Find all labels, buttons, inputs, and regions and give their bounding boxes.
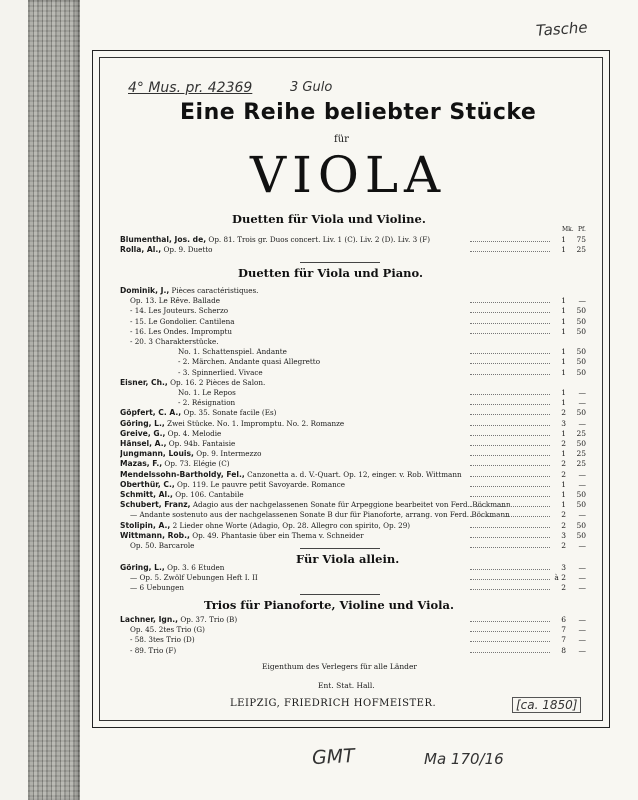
price-pfennig: — — [578, 583, 586, 593]
price-marks: 1 — [552, 356, 566, 367]
price-marks: 1 — [552, 448, 566, 459]
composer-name: Göring, L., — [120, 563, 165, 572]
price-marks: 2 — [552, 520, 566, 531]
dot-leader — [470, 363, 550, 364]
dot-leader — [470, 476, 550, 477]
dot-leader — [470, 506, 550, 507]
price-marks: 1 — [552, 387, 566, 398]
work-title: - 89. Trio (F) — [130, 645, 177, 655]
dot-leader — [470, 621, 550, 622]
dot-leader — [470, 333, 550, 334]
price-marks: 1 — [552, 234, 566, 245]
price-pfennig: — — [578, 635, 586, 645]
price-pfennig: 50 — [576, 347, 586, 357]
dot-leader — [470, 425, 550, 426]
composer-name: Greive, G., — [120, 428, 166, 438]
registration-notice: Ent. Stat. Hall. — [318, 681, 375, 690]
composer-name: Schmitt, Al., — [120, 490, 173, 499]
price-pfennig: 50 — [576, 357, 586, 367]
price-marks: 7 — [552, 624, 566, 635]
price-pfennig: — — [578, 510, 586, 520]
date-stamp-annotation: Ma 170/16 — [424, 750, 504, 768]
count-annotation: 3 Gulo — [290, 80, 333, 95]
dot-leader — [470, 435, 550, 436]
dot-leader — [470, 641, 550, 642]
price-pfennig: 50 — [576, 326, 586, 336]
price-pfennig: 75 — [576, 235, 586, 244]
price-pfennig: 50 — [576, 316, 586, 326]
work-title: Canzonetta a. d. V.-Quart. Op. 12, einger. v. Rob. Wittmann — [247, 469, 462, 479]
work-title: — Andante sostenuto aus der nachgelassenen Sonate B dur für Pianoforte, arrang. von Ferd. Böckmann — [130, 510, 510, 520]
section-heading: Trios für Pianoforte, Violine und Viola. — [204, 598, 455, 612]
dot-leader — [470, 547, 550, 548]
section-divider — [300, 262, 380, 263]
price-marks: 1 — [552, 428, 566, 439]
composer-name: Wittmann, Rob., — [120, 530, 190, 540]
work-title: Op. 50. Barcarole — [130, 541, 195, 550]
dot-leader — [470, 631, 550, 632]
price-pfennig: — — [578, 541, 586, 550]
price-header-pf: Pf. — [578, 226, 586, 233]
section-divider — [300, 594, 380, 595]
price-marks: 2 — [552, 458, 566, 469]
stamp-annotation: GMT — [311, 744, 356, 770]
shelfmark-annotation: 4° Mus. pr. 42369 — [128, 80, 253, 96]
title-line-2: für — [334, 134, 349, 145]
work-title: Pièces caractéristiques. — [171, 286, 259, 295]
price-marks: 3 — [552, 530, 566, 541]
dot-leader — [470, 465, 550, 466]
price-pfennig: — — [578, 398, 586, 408]
title-line-1: Eine Reihe beliebter Stücke — [180, 100, 537, 125]
dot-leader — [470, 374, 550, 375]
work-title: — Op. 5. Zwölf Uebungen Heft I. II — [130, 573, 258, 583]
price-pfennig: — — [578, 388, 586, 397]
dot-leader — [470, 652, 550, 653]
price-pfennig: 50 — [576, 500, 586, 510]
price-marks: 8 — [552, 645, 566, 656]
work-title: - 58. 3tes Trio (D) — [130, 635, 195, 645]
dot-leader — [470, 404, 550, 405]
work-title: Op. 9. Duetto — [163, 245, 213, 255]
composer-name: Göpfert, C. A., — [120, 408, 182, 418]
date-annotation: [ca. 1850] — [512, 697, 581, 713]
work-title: - 15. Le Gondolier. Cantilena — [130, 316, 235, 326]
dot-leader — [470, 496, 550, 497]
dot-leader — [470, 589, 550, 590]
work-title: Op. 73. Elégie (C) — [164, 459, 230, 469]
price-pfennig: 50 — [576, 520, 586, 530]
work-title: Op. 45. 2tes Trio (G) — [130, 625, 205, 635]
work-title: No. 1. Le Repos — [178, 388, 236, 397]
price-pfennig: — — [578, 563, 586, 572]
work-title: - 16. Les Ondes. Impromptu — [130, 326, 233, 336]
work-title: Op. 81. Trois gr. Duos concert. Liv. 1 (C). Liv. 2 (D). Liv. 3 (F) — [208, 235, 431, 244]
catalogue-entry — [120, 582, 556, 593]
work-title: Op. 4. Melodie — [167, 428, 222, 438]
price-marks: 3 — [552, 562, 566, 573]
work-title: Op. 37. Trio (B) — [180, 615, 238, 624]
price-pfennig: — — [578, 573, 586, 583]
dot-leader — [470, 455, 550, 456]
composer-name: Hänsel, A., — [120, 439, 167, 448]
price-pfennig: 50 — [576, 490, 586, 499]
work-title: — 6 Uebungen — [130, 583, 184, 593]
price-marks: 2 — [552, 407, 566, 418]
dot-leader — [470, 537, 550, 538]
rights-notice: Eigenthum des Verlegers für alle Länder — [262, 662, 418, 671]
composer-name: Oberthür, C., — [120, 479, 175, 489]
price-marks: 1 — [552, 326, 566, 337]
price-marks: 1 — [552, 499, 566, 510]
work-title: Adagio aus der nachgelassenen Sonate für Arpeggione bearbeitet von Ferd. Böckmann — [192, 500, 511, 510]
dot-leader — [470, 323, 550, 324]
price-marks: 1 — [552, 305, 566, 316]
dot-leader — [470, 579, 550, 580]
dot-leader — [470, 241, 550, 242]
dot-leader — [470, 516, 550, 517]
work-title: 2 Lieder ohne Worte (Adagio, Op. 28. Allegro con spirito, Op. 29) — [172, 520, 411, 530]
work-title: Op. 119. Le pauvre petit Savoyarde. Romance — [177, 479, 346, 489]
dot-leader — [470, 414, 550, 415]
composer-name: Göring, L., — [120, 418, 165, 428]
work-title: Op. 3. 6 Etuden — [167, 563, 225, 572]
work-title: - 20. 3 Charakterstücke. — [130, 337, 219, 346]
dot-leader — [470, 251, 550, 252]
dot-leader — [470, 527, 550, 528]
work-title: Op. 106. Cantabile — [175, 490, 244, 499]
work-title: Op. 49. Phantasie über ein Thema v. Schneider — [192, 530, 364, 540]
section-heading: Duetten für Viola und Piano. — [238, 266, 423, 280]
price-pfennig: 25 — [576, 428, 586, 438]
composer-name: Lachner, Ign., — [120, 615, 179, 624]
section-divider — [300, 548, 380, 549]
price-marks: 2 — [552, 582, 566, 593]
work-title: Op. 9. Intermezzo — [196, 449, 262, 459]
work-title: - 2. Résignation — [178, 398, 236, 408]
price-pfennig: — — [578, 615, 586, 624]
price-pfennig: 25 — [576, 459, 586, 469]
composer-name: Mendelssohn-Bartholdy, Fel., — [120, 469, 245, 479]
composer-name: Eisner, Ch., — [120, 377, 168, 387]
page-left-edge — [0, 0, 28, 800]
dot-leader — [470, 302, 550, 303]
work-title: Zwei Stücke. No. 1. Impromptu. No. 2. Romanze — [167, 418, 345, 428]
publisher-imprint: LEIPZIG, FRIEDRICH HOFMEISTER. — [230, 698, 437, 709]
price-pfennig: — — [578, 296, 586, 306]
price-marks: 1 — [552, 316, 566, 327]
work-title: - 3. Spinnerlied. Vivace — [178, 367, 263, 377]
price-marks: à 2 — [552, 572, 566, 583]
section-heading: Für Viola allein. — [296, 552, 400, 566]
dot-leader — [470, 486, 550, 487]
work-title: - 14. Les Jouteurs. Scherzo — [130, 306, 229, 316]
work-title: No. 1. Schattenspiel. Andante — [178, 347, 287, 357]
composer-name: Mazas, F., — [120, 459, 163, 469]
price-marks: 2 — [552, 540, 566, 551]
price-marks: 2 — [552, 438, 566, 449]
price-pfennig: — — [578, 645, 586, 655]
price-marks: 1 — [552, 295, 566, 306]
catalogue-entry — [120, 540, 556, 551]
dot-leader — [470, 445, 550, 446]
price-marks: 1 — [552, 367, 566, 378]
price-marks: 1 — [552, 489, 566, 500]
catalogue-entry — [120, 645, 556, 656]
catalogue-entry — [120, 244, 556, 255]
work-title: Op. 13. Le Rêve. Ballade — [130, 296, 220, 306]
work-title: Op. 94b. Fantaisie — [168, 439, 236, 448]
work-title: - 2. Märchen. Andante quasi Allegretto — [178, 357, 321, 367]
price-pfennig: 50 — [576, 439, 586, 448]
section-heading: Duetten für Viola und Violine. — [232, 212, 426, 226]
work-title: Op. 35. Sonate facile (Es) — [183, 408, 277, 418]
composer-name: Dominik, J., — [120, 286, 170, 295]
price-pfennig: — — [578, 469, 586, 479]
price-marks: 1 — [552, 346, 566, 357]
price-pfennig: 25 — [576, 245, 586, 255]
price-pfennig: — — [578, 418, 586, 428]
composer-name: Blumenthal, Jos. de, — [120, 235, 207, 244]
dot-leader — [470, 312, 550, 313]
price-marks: 6 — [552, 614, 566, 625]
composer-name: Schubert, Franz, — [120, 500, 191, 510]
price-marks: 1 — [552, 397, 566, 408]
dot-leader — [470, 353, 550, 354]
price-marks: 7 — [552, 634, 566, 645]
price-pfennig: 25 — [576, 449, 586, 459]
price-pfennig: 50 — [576, 367, 586, 377]
composer-name: Rolla, Al., — [120, 245, 162, 255]
price-header-mk: Mk. — [562, 226, 574, 233]
corner-annotation: Tasche — [535, 18, 589, 40]
composer-name: Jungmann, Louis, — [120, 449, 194, 459]
price-marks: 3 — [552, 418, 566, 429]
price-pfennig: — — [578, 625, 586, 635]
instrument-title: VIOLA — [250, 146, 447, 204]
price-pfennig: 50 — [576, 408, 586, 418]
price-marks: 2 — [552, 469, 566, 480]
price-marks: 1 — [552, 479, 566, 490]
dot-leader — [470, 569, 550, 570]
work-title: Op. 16. 2 Pièces de Salon. — [170, 377, 266, 387]
dot-leader — [470, 394, 550, 395]
binding-spine — [28, 0, 80, 800]
composer-name: Stolipin, A., — [120, 520, 171, 530]
price-marks: 2 — [552, 509, 566, 520]
price-pfennig: 50 — [576, 530, 586, 540]
price-marks: 1 — [552, 244, 566, 255]
price-pfennig: 50 — [576, 306, 586, 316]
price-pfennig: — — [578, 479, 586, 489]
